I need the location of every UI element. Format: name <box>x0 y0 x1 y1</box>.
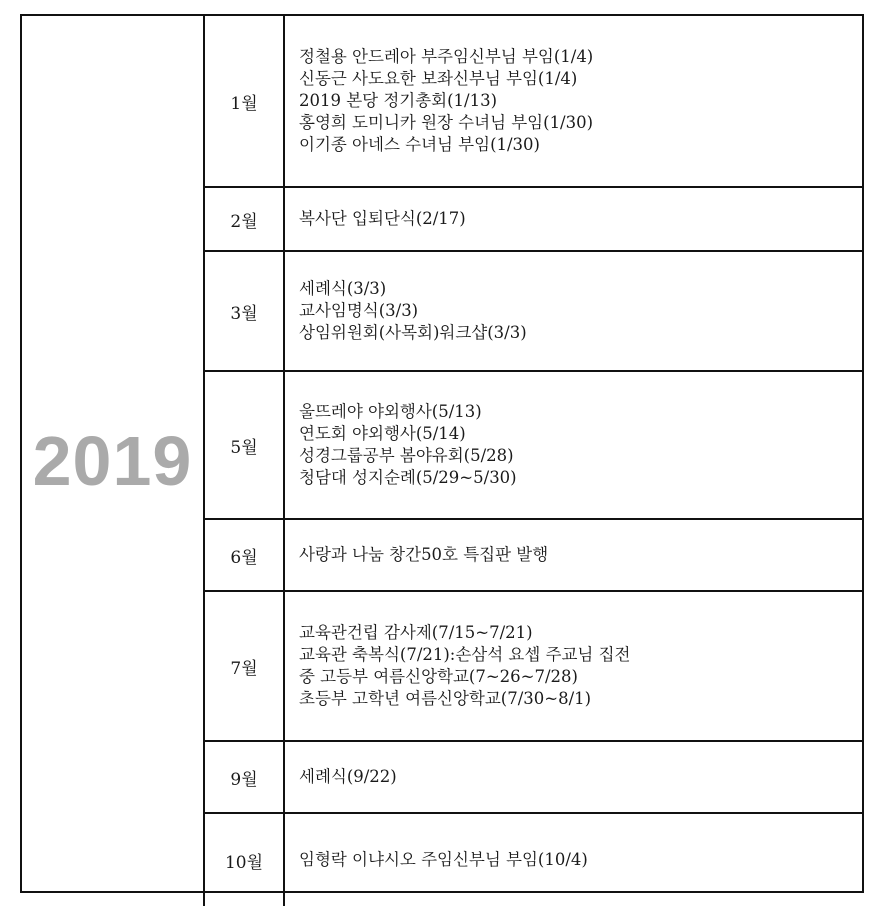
event-item: 교육관건립 감사제(7/15~7/21) <box>299 623 533 642</box>
month-cell: 6월 <box>205 520 285 592</box>
event-item: 연도회 야외행사(5/14) <box>299 424 466 443</box>
month-cell: 10월 <box>205 814 285 906</box>
month-cell: 7월 <box>205 592 285 742</box>
event-item: 이기종 아네스 수녀님 부임(1/30) <box>299 135 540 154</box>
event-item: 세례식(9/22) <box>299 767 397 786</box>
event-item: 교사임명식(3/3) <box>299 301 419 320</box>
events-cell <box>285 372 862 520</box>
event-item: 홍영희 도미니카 원장 수녀님 부임(1/30) <box>299 113 594 132</box>
events-cell <box>285 520 862 592</box>
events-cell <box>285 16 862 188</box>
event-item: 신동근 사도요한 보좌신부님 부임(1/4) <box>299 69 578 88</box>
event-item: 울뜨레야 야외행사(5/13) <box>299 402 482 421</box>
year-cell <box>22 16 205 906</box>
month-cell: 3월 <box>205 252 285 372</box>
event-item: 성경그룹공부 봄야유회(5/28) <box>299 446 514 465</box>
month-cell: 5월 <box>205 372 285 520</box>
events-cell <box>285 592 862 742</box>
events-cell <box>285 252 862 372</box>
event-item: 정철용 안드레아 부주임신부님 부임(1/4) <box>299 47 594 66</box>
event-item: 세례식(3/3) <box>299 279 387 298</box>
event-item: 임형락 이냐시오 주임신부님 부임(10/4) <box>299 850 588 869</box>
event-item: 교육관 축복식(7/21):손삼석 요셉 주교님 집전 <box>299 645 631 664</box>
timeline-table <box>20 14 864 893</box>
event-item: 사랑과 나눔 창간50호 특집판 발행 <box>299 545 549 564</box>
event-item: 복사단 입퇴단식(2/17) <box>299 209 466 228</box>
event-item: 상임위원회(사목회)워크샵(3/3) <box>299 323 527 342</box>
event-item: 초등부 고학년 여름신앙학교(7/30~8/1) <box>299 689 592 708</box>
event-item: 중 고등부 여름신앙학교(7~26~7/28) <box>299 667 578 686</box>
month-cell: 2월 <box>205 188 285 252</box>
event-item: 청담대 성지순례(5/29~5/30) <box>299 468 517 487</box>
event-item: 2019 본당 정기총회(1/13) <box>299 91 498 110</box>
events-cell <box>285 742 862 814</box>
events-cell <box>285 188 862 252</box>
month-cell: 1월 <box>205 16 285 188</box>
year-label: 2019 <box>32 422 193 500</box>
events-cell <box>285 814 862 906</box>
month-cell: 9월 <box>205 742 285 814</box>
